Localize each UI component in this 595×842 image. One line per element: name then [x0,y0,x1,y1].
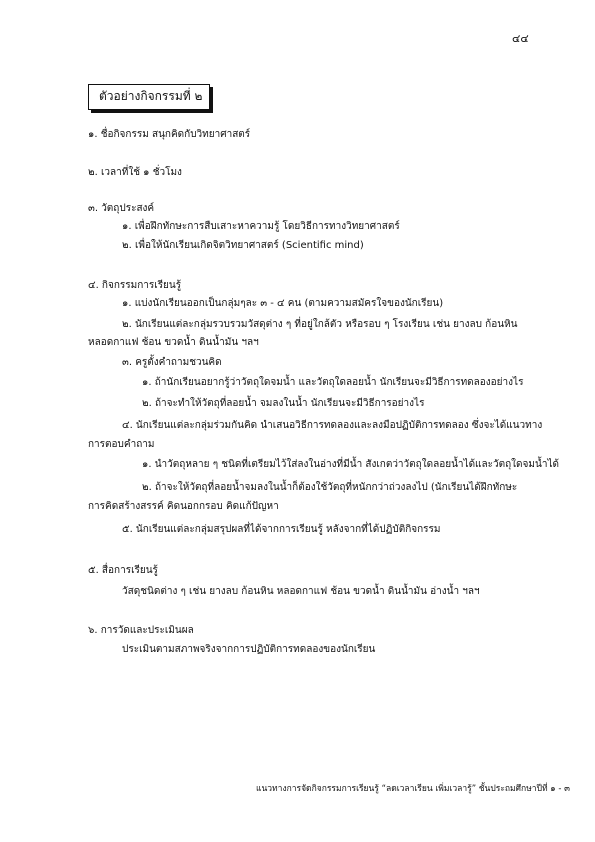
section-objectives-heading: ๓. วัตถุประสงค์ [88,203,155,214]
activity-substep: ๑. ถ้านักเรียนอยากรู้ว่าวัตถุใดจมน้ำ และวัตถุใดลอยน้ำ นักเรียนจะมีวิธีการทดลองอย่างไร [142,377,524,388]
activity-step: ๔. นักเรียนแต่ละกลุ่มร่วมกันคิด นำเสนอวิธีการทดลองและลงมือปฏิบัติการทดลอง ซึ่งจะได้แนวทาง [122,420,543,431]
page-footer: แนวทางการจัดกิจกรรมการเรียนรู้ “ลดเวลาเรียน เพิ่มเวลารู้” ชั้นประถมศึกษาปีที่ ๑ - ๓ [256,784,570,794]
section-activity-name: ๑. ชื่อกิจกรรม สนุกคิดกับวิทยาศาสตร์ [88,129,251,140]
activity-title-box [88,84,210,110]
objective-item: ๒. เพื่อให้นักเรียนเกิดจิตวิทยาศาสตร์ (Scientific mind) [122,240,364,251]
objective-item: ๑. เพื่อฝึกทักษะการสืบเสาะหาความรู้ โดยวิธีการทางวิทยาศาสตร์ [122,221,400,232]
activity-step: ๑. แบ่งนักเรียนออกเป็นกลุ่มๆละ ๓ - ๔ คน (ตามความสมัครใจของนักเรียน) [122,298,444,309]
section-time: ๒. เวลาที่ใช้ ๑ ชั่วโมง [88,167,182,178]
media-list: วัสดุชนิดต่าง ๆ เช่น ยางลบ ก้อนหิน หลอดกาแฟ ช้อน ขวดน้ำ ดินน้ำมัน อ่างน้ำ ฯลฯ [122,586,480,597]
activity-substep: ๑. นำวัตถุหลาย ๆ ชนิดที่เตรียมไว้ใส่ลงในอ่างที่มีน้ำ สังเกตว่าวัตถุใดลอยน้ำได้และวัตถุใดจมน้ำได้ [142,459,559,470]
activity-step: ๕. นักเรียนแต่ละกลุ่มสรุปผลที่ได้จากการเรียนรู้ หลังจากที่ได้ปฏิบัติกิจกรรม [122,524,441,535]
activity-substep: ๒. ถ้าจะทำให้วัตถุที่ลอยน้ำ จมลงในน้ำ นักเรียนจะมีวิธีการอย่างไร [142,398,425,409]
activity-substep: ๒. ถ้าจะให้วัตถุที่ลอยน้ำจมลงในน้ำก็ต้องใช้วัตถุที่หนักกว่าถ่วงลงไป (นักเรียนได้ฝึกทักษะ [142,482,518,493]
activity-step: ๓. ครูตั้งคำถามชวนคิด [122,357,222,368]
section-media-heading: ๕. สื่อการเรียนรู้ [88,565,158,576]
activity-step: ๒. นักเรียนแต่ละกลุ่มรวบรวมวัสดุต่าง ๆ ที่อยู่ใกล้ตัว หรือรอบ ๆ โรงเรียน เช่น ยางลบ ก้อนหิน [122,319,518,330]
activity-step-continued: หลอดกาแฟ ช้อน ขวดน้ำ ดินน้ำมัน ฯลฯ [88,337,259,348]
section-learning-activities-heading: ๔. กิจกรรมการเรียนรู้ [88,280,182,291]
activity-step-continued: การตอบคำถาม [88,439,155,450]
evaluation-text: ประเมินตามสภาพจริงจากการปฏิบัติการทดลองของนักเรียน [122,644,376,655]
section-evaluation-heading: ๖. การวัดและประเมินผล [88,625,194,636]
activity-title: ตัวอย่างกิจกรรมที่ ๒ [99,89,203,103]
page-number: ๔๔ [512,32,529,45]
activity-substep-continued: การคิดสร้างสรรค์ คิดนอกกรอบ คิดแก้ปัญหา [88,501,279,512]
